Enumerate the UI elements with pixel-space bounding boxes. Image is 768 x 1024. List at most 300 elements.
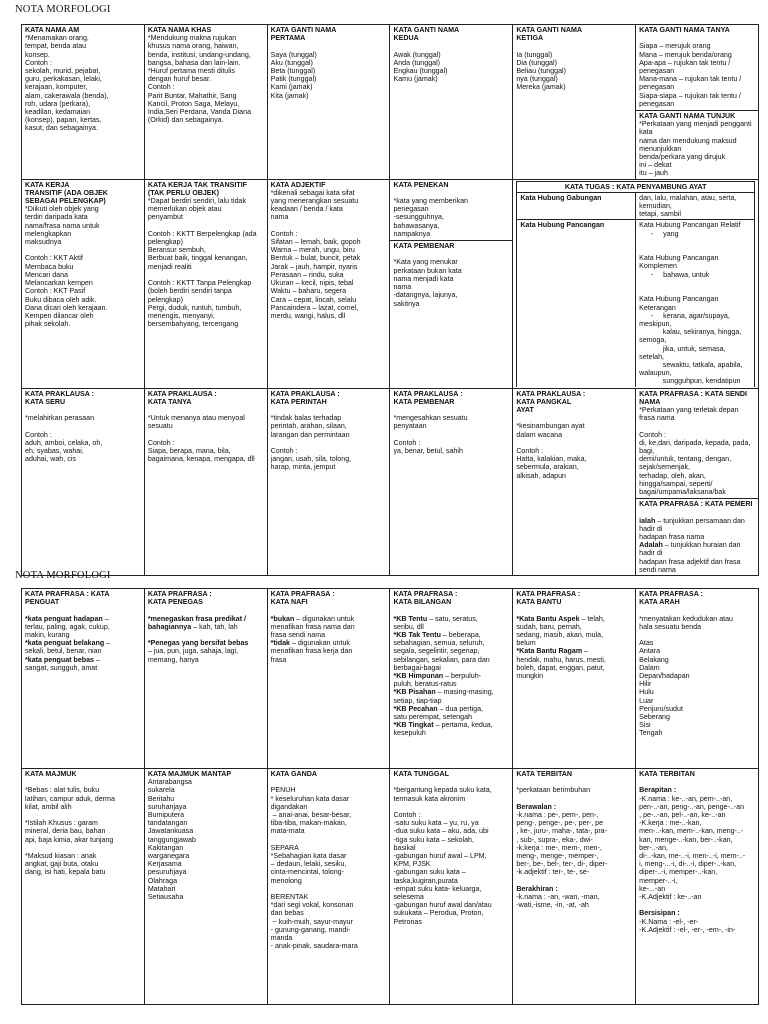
bold-term: *tidak [270,639,290,648]
bold-term: *KB Tak Tentu [393,631,441,640]
cell-heading: KATA KERJA TAK TRANSITIF [147,180,248,189]
cell-text: Buku dibaca oleh adik. [25,295,97,304]
cell-text: nama [270,213,289,222]
cell-text: Contoh : KKTT Berpelengkap (ada [147,229,257,238]
cell-kata-kerja [22,179,145,388]
cell-text: frasa sendi nama [270,631,326,640]
cell-text: PENUH [270,786,296,795]
cell-text: Kata Hubung Pancangan Komplemen [639,254,721,271]
cell-text: *tindak balas terhadap [270,414,342,423]
cell-text: Tengah [639,729,663,738]
cell-text: boleh, dapat, enggan, patut, [516,663,605,672]
cell-heading: KATA PEMBENAR [393,397,455,406]
cell-text: seribu, dll [393,622,424,631]
cell-text: taska,kugiran,purata [393,876,458,885]
cell-heading: KATA GANTI NAMA [393,26,460,34]
cell-heading: KATA PENEGAS [147,598,203,607]
cell-text: Dalam [639,663,660,672]
bold-term: *KB Tingkat [393,721,434,730]
cell-text [393,705,509,713]
cell-kata-majmuk-mantap [144,769,267,1005]
cell-text: mineral, deria bau, bahan [25,827,106,836]
cell-text: Luar [639,696,654,705]
cell-text: - anak-pinak, saudara-mara [270,942,358,951]
cell-text: Setiausaha [147,893,184,902]
cell-text [25,422,141,430]
cell-section [639,590,755,738]
bold-term: *KB Pecahan [393,704,438,713]
cell-text: alam, cakerawala (benda), [25,91,109,100]
cell-text [148,631,264,639]
cell-text: Contoh : [25,430,52,439]
cell-text: -k.nama : pe-, pem-, pen-, [516,811,599,820]
cell-text: , sub-, supra-, eka-, dwi- [516,835,593,844]
cell-kata-ganti-nama [267,25,390,180]
cell-text [393,631,509,639]
cell-text [516,778,632,786]
cell-text: sebilangan, sekalian, para dan [393,655,490,664]
cell-section [25,181,141,329]
cell-text [639,34,755,42]
cell-text [25,778,141,786]
term-definition: – digunakan untuk [294,614,355,623]
cell-text: KPM, PJSK [393,860,431,869]
cell-text: -dua suku kata – aku, ada, ubi [393,827,489,836]
cell-text [148,639,264,647]
cell-text: terhadap, oleh, akan, hingga/sampai, seperti/ [639,471,713,488]
cell-text: *perkataan berimbuhan [516,786,591,795]
cell-text [393,42,509,50]
cell-text: *Mendukung makna rujukan [147,34,237,43]
cell-text: benda, institusi, undang-undang, [147,50,251,59]
cell-text: eh, syabas, wahai, [25,446,84,455]
cell-text: Awak (tunggal) [393,50,441,59]
cell-text: Perasaan – rindu, suka [270,270,344,279]
cell-text: - yang [639,229,679,238]
cell-text: menafikan frasa nama dan [270,622,355,631]
cell-text: Aku (tunggal) [270,58,313,67]
cell-text: *melahirkan perasaan [25,414,95,423]
cell-text: bangsa, bahasa dan lain-lain. [147,58,241,67]
cell-text: dan, lalu, malahan, atau, serta, kemudian, [639,193,739,211]
cell-text: tandatangan [147,819,188,828]
cell-text: demi/untuk, tentang, dengan, sejak/semenjak, [639,455,734,472]
cell-text: - kerana, agar/supaya, meskipun, [639,311,732,328]
cell-kata-prafrasa [390,589,513,769]
cell-text: bagaimana, kenapa, mengapa, dll [147,455,255,464]
cell-text: -k.kerja : me-, mem-, men-, [516,843,602,852]
cell-text [639,631,755,639]
cell-text: Dana dicari oleh kerajaan. [25,303,108,312]
bold-term: *Kata Bantu Aspek [516,614,580,623]
cell-text: *Perkataan yang terletak depan frasa nama [639,405,741,423]
cell-text [148,406,264,414]
cell-text: Antara [639,647,661,656]
table-row [22,179,759,388]
cell-text: Mereka (jamak) [516,83,566,92]
cell-heading: KATA NAMA KHAS [147,26,212,34]
cell-text: Kancil, Proton Saga, Melayu, [147,99,240,108]
cell-section [516,390,632,480]
cell-text: Melancarkan kempen [25,279,93,288]
cell-text [25,606,141,614]
cell-text: roh, udara (perkara), [25,99,91,108]
bold-term: *KB Tentu [393,614,428,623]
cell-text: memper-..-i, [639,876,678,885]
cell-section [393,390,509,456]
cell-heading: KATA GANTI NAMA TUNJUK [639,112,736,121]
cell-heading: KATA PENEKAN [393,180,449,189]
cell-text: *mengesahkan sesuatu [393,414,468,423]
cell-text [639,517,755,533]
cell-section [636,498,758,574]
cell-heading: KATA ADJEKTIF [270,180,326,189]
term-definition: – satu, seratus, [427,614,478,623]
cell-text: Olahraga [147,876,178,885]
cell-text: Sisi [639,721,651,730]
cell-text: Beritahu [147,794,175,803]
cell-text: -K.Adjektif : -el-, -er-, -em-, -in- [639,925,736,934]
cell-text: Contoh : KKT Pasif [25,287,86,296]
sheet-title: NOTA MORFOLOGI [15,570,111,581]
cell-section [393,26,509,83]
cell-text: satu perempat, setengah [393,713,472,722]
cell-text: puluh, beratus-ratus [393,680,457,689]
cell-heading: KATA PRAFRASA : KATA [25,590,110,598]
term-definition: – [104,639,111,648]
cell-text: *Menamakan orang, [25,34,89,43]
cell-text: ber-, be-, bel-, ter-, di-, diper- [516,860,608,869]
cell-text: -gabungan huruf awal – LPM, [393,852,487,861]
cell-text: manda [270,934,293,943]
cell-text: *Istilah Khusus : garam [25,819,98,828]
cell-text [148,623,264,631]
cell-text [393,688,509,696]
cell-section [148,181,264,329]
cell-heading: KATA PRAFRASA : [270,590,335,598]
cell-text: sebermula, arakian, [516,463,579,472]
cell-text: sedang, masih, akan, mula, [516,631,604,640]
cell-text: sukukata – Perodua, Proton, [393,909,484,918]
cell-text: nama dan mendukung maksud menunjukkan [639,136,739,153]
bold-term: Berakhiran : [516,884,558,893]
cell-heading: KATA PRAFRASA : [639,590,703,598]
cell-text: -empat suku kata- keluarga, [393,884,482,893]
cell-heading: KATA PRAKLAUSA : [516,389,586,398]
cell-text: Jawatankuasa [147,827,194,836]
cell-text: sukarela [147,786,175,795]
cell-text: Ia (tunggal) [516,50,553,59]
cell-text: Berbuat baik, tinggal kenangan, [147,254,248,263]
cell-text: larangan dan permintaan [270,430,350,439]
bold-term: Adalah [639,541,663,550]
cell-text: -K.nama : ke-..-an, pem-..-an, [639,794,733,803]
cell-heading: KATA GANTI NAMA TANYA [639,26,730,34]
term-definition: – [102,614,109,623]
cell-text: diper-..-i, memper-..-kan, [639,868,718,877]
cell-text [639,901,755,909]
cell-text: Contoh : [25,58,52,67]
cell-text [393,615,509,623]
conjunction-examples [636,192,755,220]
cell-text: kan, menge-..-kan, ber-..-kan, [639,835,733,844]
cell-text: harap, minta, jemput [270,463,336,472]
cell-text [25,246,141,254]
cell-heading: KATA NAMA AM [25,26,80,34]
cell-text: sekolah, murid, pejabat, [25,67,101,76]
term-definition: – [582,647,589,656]
cell-kata-prafrasa [636,589,759,769]
cell-text [148,615,264,623]
cell-heading: KATA ARAH [639,598,680,607]
cell-text [271,439,387,447]
cell-heading: KATA PRAFRASA : [516,590,581,598]
cell-kata-prafrasa [267,589,390,769]
cell-text: bagai/umpama/laksana/bak [639,487,726,496]
cell-text: angkat, gaji buta, otaku [25,860,99,869]
cell-text: latihan, campur aduk, derma [25,794,115,803]
cell-text: Anda (tunggal) [393,58,441,67]
cell-text: Engkau (tunggal) [393,67,448,76]
cell-section [516,770,632,909]
cell-text: api, baja kimia, akar tunjang [25,835,114,844]
cell-section [639,26,755,108]
cell-kata-adjektif [267,179,390,388]
cell-text [516,414,632,422]
cell-text: perintah, arahan, silaan, [270,422,347,431]
bold-term: ialah [639,516,656,525]
conjunction-type-label: Kata Hubung Pancangan [517,220,636,387]
cell-text: Contoh : [270,446,298,455]
cell-kata-terbitan [513,769,636,1005]
cell-heading: KEDUA [393,34,419,43]
cell-section [148,590,264,664]
cell-text: (Orkid) dan sebagainya. [147,116,224,125]
cell-text [393,189,509,197]
cell-text [25,639,141,647]
cell-text: Beransur sembuh, [147,246,206,255]
cell-text [271,639,387,647]
cell-text [148,222,264,230]
term-definition: – masing-masing, [435,688,494,697]
cell-text: pelengkap) [147,295,183,304]
cell-text: sesuatu [147,422,173,431]
cell-text: pelengkap) [147,238,183,247]
cell-heading: KATA PEMBENAR [393,242,455,251]
term-definition: – dua pertiga, [437,704,483,713]
cell-text: -k.adjektif : ter-, te-, se- [516,868,590,877]
cell-text [516,42,632,50]
cell-text: - gunung-ganang, mandi- [270,925,351,934]
cell-text: di-..-kan, me-..-i, men-..-i, mem-..- [639,852,746,861]
cell-kata-ganda [267,769,390,1005]
cell-section [271,770,387,950]
table-row [22,388,759,575]
cell-text: Pancaindera – lazat, comel, [270,303,359,312]
cell-text [271,778,387,786]
cell-text: *dikenali sebagai kata sifat [270,188,355,197]
cell-text: jika, untuk, semasa, setelah, [639,344,728,361]
bold-term: Bersisipan : [639,909,680,918]
bold-term: *Kata Bantu Ragam [516,647,583,656]
cell-text: Waktu – baharu, segera [270,287,347,296]
cell-text: , ke-, juru-, maha-, tata-, pra- [516,827,607,836]
cell-text [639,508,755,516]
cell-text: BERENTAK [270,893,309,902]
cell-text [393,778,509,786]
cell-text [516,615,632,623]
cell-kata-praklausa [22,388,145,575]
cell-text: Mana-mana – rujukan tak tentu / penegasan [639,75,744,92]
cell-text [25,656,141,664]
cell-text: , pe-..-an, pel-..-an, ke-..-an [639,811,726,820]
cell-text [271,406,387,414]
cell-section [148,26,264,124]
cell-kata-penekan [390,179,513,388]
bold-term: bahagiannya [147,622,192,631]
cell-text: guru, perkakasan, lelaki, [25,75,102,84]
cell-text [271,836,387,844]
term-definition: – tunjukkan huraian dan hadir di [639,541,743,558]
cell-text: keadilan, kedamaian [25,108,91,117]
cell-text: -datangnya, lajunya, [393,291,458,300]
cell-text [271,885,387,893]
cell-heading: KATA PRAFRASA : [147,590,212,598]
cell-text: – dedaun, lelaki, sesiku, [270,860,347,869]
cell-text: men-..-kan, mem-..-kan, meng-..- [639,827,744,836]
cell-text: nama menjadi kata [393,274,454,283]
cell-text: di, ke,dari, daripada, kepada, pada, bagi, [639,438,753,455]
cell-heading: PERTAMA [270,34,306,43]
cell-heading: SEBAGAI PELENGKAP) [25,197,106,206]
conjunction-table [516,181,755,387]
cell-text: (boleh berdiri sendiri tanpa [147,287,232,296]
cell-heading: KATA GANTI NAMA [270,26,337,34]
cell-text: *bergantung kepada suku kata, [393,786,492,795]
conjunction-examples [636,220,755,387]
cell-text: Kempen dilancar oleh [25,311,94,320]
cell-heading: KATA GANDA [270,770,318,778]
cell-heading: KATA KERJA [25,180,70,189]
cell-text: Pergi, duduk, runtuh, tumbuh, [147,303,242,312]
cell-text: * keseluruhan kata dasar [270,794,350,803]
cell-text: India,Seri Perdana, Vanda Diana [147,108,252,117]
cell-heading: KATA PRAFRASA : KATA PEMERI [639,500,753,509]
cell-text: Kakitangan [147,843,184,852]
term-definition: – [94,655,100,664]
cell-text: segala, segelintir, segenap, [393,647,480,656]
cell-section [390,240,512,308]
cell-text: keadaan / benda / kata [270,205,343,214]
cell-text: jangan, usah, sila, tolong, [270,455,352,464]
cell-text: Contoh : [147,83,175,92]
cell-text: Warna – merah, ungu, biru [270,246,355,255]
cell-kata-tunggal [390,769,513,1005]
cell-text: mata-mata [270,827,305,836]
cell-heading: KATA PERINTAH [270,397,327,406]
cell-section [516,26,632,92]
cell-text: Hatta, kalakian, maka, [516,455,587,464]
cell-text: Petronas [393,917,422,926]
cell-text [639,778,755,786]
cell-text [393,606,509,614]
cell-text: Contoh : KKTT Tanpa Pelengkap [147,279,252,288]
cell-text: penyataan [393,422,427,431]
cell-text: Apa-apa – rujukan tak tentu / penegasan [639,58,733,76]
cell-text: menolong [270,876,302,885]
cell-text: tiba-tiba, makan-makan, [270,819,347,828]
cell-text: hadapan frasa adjektif dan frasa sendi nama [639,557,743,574]
cell-heading: KATA TERBITAN [639,770,695,778]
cell-text: Penjuru/sudut [639,704,683,713]
bold-term: Berawalan : [516,802,557,811]
cell-text: Ukuran – kecil, nipis, tebal [270,279,354,288]
cell-text: Bumiputera [147,811,185,820]
cell-text: Contoh : [393,811,421,820]
cell-text [639,606,755,614]
cell-section [639,770,755,934]
cell-text: Contoh : [270,229,298,238]
cell-text [393,721,509,729]
cell-text: *Diikuti oleh objek yang [25,205,99,214]
cell-text: maksudnya [25,238,62,247]
cell-text [516,647,632,655]
sheet-title: NOTA MORFOLOGI [15,4,111,15]
cell-text: menafikan frasa kerja dan [270,647,353,656]
term-definition: – berpuluh- [443,672,481,681]
cell-text: Cara – cepat, lincah, selalu [270,295,357,304]
cell-text: -k.nama : -an, -wan, -man, [516,893,600,902]
cell-text: -gabungan suku kata – [393,868,466,877]
cell-heading: KATA MAJMUK MANTAP [147,770,232,778]
cell-section [271,390,387,472]
cell-text: Saya (tunggal) [270,50,317,59]
cell-text [393,803,509,811]
cell-text: Parit Buntar, Mahathir, Sang [147,91,237,100]
cell-text: Kata Hubung Pancangan Keterangan [639,295,721,312]
cell-text: -satu suku kata – yu, ru, ya [393,819,479,828]
cell-text: *Bebas : alat tulis, buku [25,786,100,795]
term-definition: – pertama, kedua, [433,721,493,730]
cell-text: *Maksud kiasan : anak [25,852,97,861]
cell-text: sakitnya [393,299,420,308]
cell-text: -sesungguhnya, [393,213,444,222]
cell-text: Siapa, berapa, mana, bila, [147,446,231,455]
notes-table [21,588,759,1005]
cell-heading: KATA TUGAS : KATA PENYAMBUNG AYAT [517,181,755,192]
cell-section [271,26,387,100]
cell-text: dengan huruf besar. [147,75,211,84]
cell-text [639,246,751,254]
cell-text: melengkapkan [25,229,72,238]
cell-text: Contoh : [393,438,421,447]
cell-text [25,406,141,414]
cell-text: Contoh : [147,438,175,447]
cell-text [639,238,751,246]
cell-text: bahawasanya, [393,221,440,230]
cell-text: Bentuk – bulat, buncit, petak [270,254,361,263]
cell-text: nya (tunggal) [516,75,558,84]
cell-text: Contoh : KKT Aktif [25,254,83,263]
cell-text: Contoh : [516,446,544,455]
cell-heading: AYAT [516,405,534,414]
term-definition: – telah, [579,614,605,623]
cell-text: termasuk kata akronim [393,794,466,803]
cell-text: warganegara [147,852,190,861]
cell-text: ya, benar, betul, sahih [393,446,463,455]
cell-text [516,877,632,885]
cell-text: terdiri daripada kata [25,213,88,222]
